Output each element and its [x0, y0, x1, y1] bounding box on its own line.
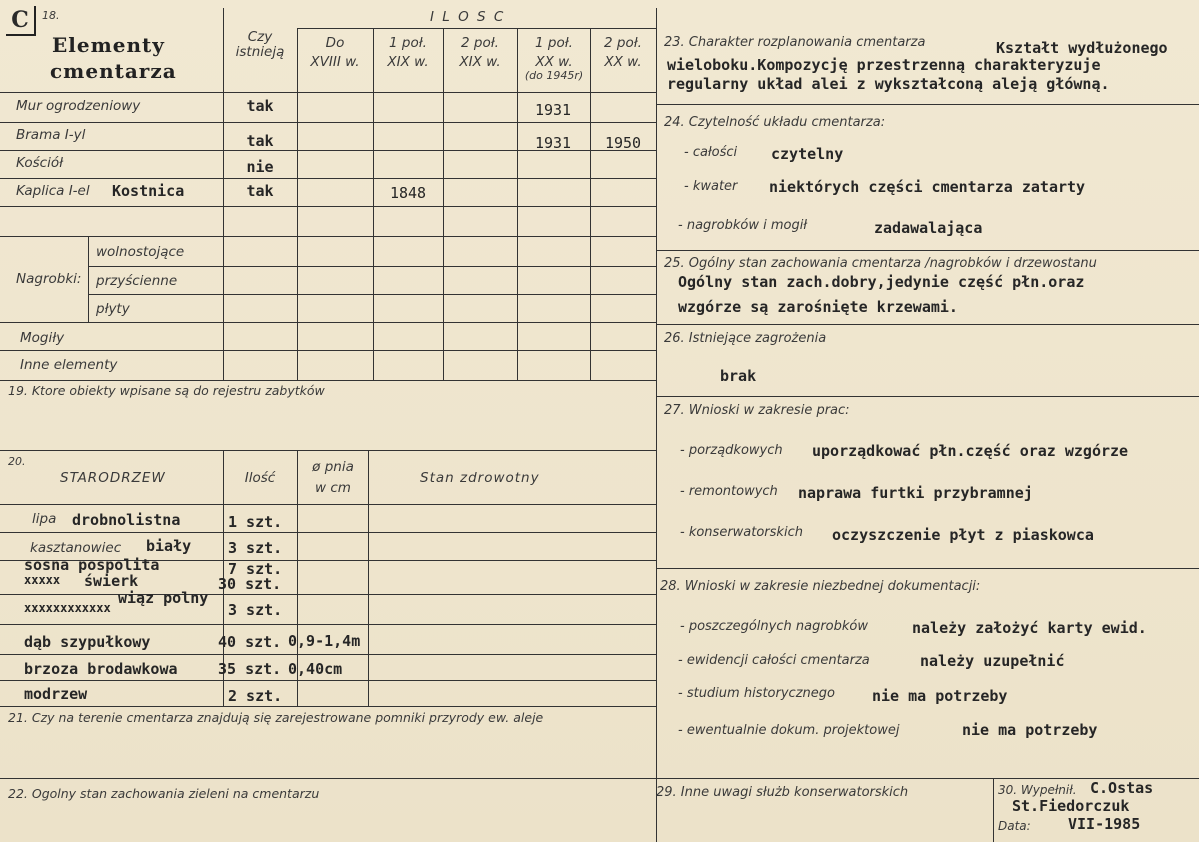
row-label-brama: Brama I-yl — [16, 127, 86, 143]
row-label-inne: Inne elementy — [20, 357, 118, 373]
tree-qty: 35 szt. — [218, 660, 282, 678]
tree-qty: 7 szt. — [228, 560, 283, 578]
tree-prefix: lipa — [32, 511, 57, 527]
sec28-item-value: należy uzupełnić — [920, 652, 1065, 670]
sec27-item-label: - porządkowych — [680, 443, 783, 458]
sec24-item-label: - kwater — [684, 179, 738, 194]
starodrzew-header: STARODRZEW — [60, 470, 166, 486]
kaplica-value: Kostnica — [112, 182, 185, 200]
grid-line — [0, 450, 656, 451]
date-label: Data: — [998, 819, 1031, 833]
grid-line — [993, 778, 994, 842]
filler-name-2: St.Fiedorczuk — [1012, 797, 1130, 815]
grid-line — [0, 236, 656, 237]
grid-line — [0, 680, 656, 681]
tree-name: sosna pospolita — [24, 556, 160, 574]
sec28-item-value: nie ma potrzeby — [872, 687, 1008, 705]
col-header: 2 poł. XIX w. — [459, 35, 501, 70]
grid-line — [88, 266, 656, 267]
col-header: 2 poł. XX w. — [604, 35, 642, 70]
section-22-label: 22. Ogolny stan zachowania zieleni na cmentarzu — [8, 786, 320, 801]
grid-line — [656, 324, 1199, 325]
tree-prefix-struck: xxxxxxxxxxxx — [24, 601, 111, 615]
stan-header: Stan zdrowotny — [420, 470, 540, 486]
sec27-item-label: - konserwatorskich — [680, 525, 803, 540]
grid-line — [517, 28, 518, 380]
section-19-label: 19. Ktore obiekty wpisane są do rejestru zabytków — [8, 383, 325, 398]
filler-name-1: C.Ostas — [1090, 779, 1154, 797]
sec28-item-label: - ewentualnie dokum. projektowej — [678, 723, 900, 738]
sec24-item-label: - całości — [684, 145, 738, 160]
sec24-item-value: zadawalająca — [874, 219, 983, 237]
sec27-item-value: oczyszczenie płyt z piaskowca — [832, 526, 1094, 544]
grid-line — [443, 28, 444, 380]
section-23-label: 23. Charakter rozplanowania cmentarza — [664, 35, 926, 50]
row-label-mur: Mur ogrodzeniowy — [16, 98, 141, 114]
sec28-item-value: należy założyć karty ewid. — [912, 619, 1147, 637]
sec27-item-label: - remontowych — [680, 484, 778, 499]
sec26-value: brak — [720, 367, 757, 385]
czy-kaplica: tak — [246, 182, 274, 200]
grid-line — [0, 350, 656, 351]
section-30-label: 30. Wypełnił. — [998, 783, 1077, 797]
row-label-kosciol: Kościół — [16, 155, 63, 171]
ilosc-header: Ilość — [244, 470, 276, 486]
sec28-item-value: nie ma potrzeby — [962, 721, 1098, 739]
value-brama-c4: 1931 — [534, 134, 572, 152]
tree-name: modrzew — [24, 685, 88, 703]
grid-line — [0, 778, 656, 779]
tree-qty: 3 szt. — [228, 601, 283, 619]
sec23-line2: wieloboku.Kompozycję przestrzenną charakteryzuje — [667, 56, 1101, 74]
section-24-label: 24. Czytelność układu cmentarza: — [664, 115, 886, 130]
sec24-item-value: czytelny — [771, 145, 844, 163]
tree-name: dąb szypułkowy — [24, 633, 151, 651]
sec27-item-value: uporządkować płn.część oraz wzgórze — [812, 442, 1129, 460]
col-header: 1 poł. XX w. (do 1945r) — [524, 35, 584, 82]
tree-name: drobnolistna — [72, 511, 181, 529]
grid-line — [0, 706, 656, 707]
section-21-label: 21. Czy na terenie cmentarza znajdują się zarejestrowane pomniki przyrody ew. aleje — [8, 710, 544, 725]
sec28-item-label: - ewidencji całości cmentarza — [678, 653, 870, 668]
section-27-label: 27. Wnioski w zakresie prac: — [664, 403, 850, 418]
value-mur-c4: 1931 — [534, 101, 572, 119]
section-title-line1: Elementy — [52, 33, 165, 57]
czy-mur: tak — [246, 97, 274, 115]
section-25-label: 25. Ogólny stan zachowania cmentarza /nagrobków i drzewostanu — [664, 256, 1097, 271]
row-label-nagrobki: Nagrobki: — [16, 271, 82, 287]
grid-line — [0, 654, 656, 655]
tree-qty: 1 szt. — [228, 513, 283, 531]
value-brama-c5: 1950 — [604, 134, 642, 152]
date-value: VII-1985 — [1068, 815, 1141, 833]
grid-line — [0, 624, 656, 625]
grid-line — [0, 380, 656, 381]
grid-line — [297, 28, 656, 29]
tree-name: brzoza brodawkowa — [24, 660, 178, 678]
grid-line — [656, 396, 1199, 397]
grid-line — [656, 250, 1199, 251]
sec23-line3: regularny układ alei z wykształconą aleją główną. — [667, 75, 1110, 93]
sec28-item-label: - poszczególnych nagrobków — [680, 619, 868, 634]
tree-qty: 40 szt. — [218, 633, 282, 651]
sec27-item-value: naprawa furtki przybramnej — [798, 484, 1033, 502]
grid-line — [0, 532, 656, 533]
row-label-mogily: Mogiły — [20, 330, 65, 346]
nagrobki-sub: wolnostojące — [96, 244, 185, 260]
grid-line — [0, 122, 656, 123]
sec24-item-label: - nagrobków i mogił — [678, 218, 808, 233]
col-header: 1 poł. XIX w. — [387, 35, 429, 70]
center-divider — [656, 8, 657, 842]
value-kaplica-c2: 1848 — [389, 184, 427, 202]
section-29-label: 29. Inne uwagi służb konserwatorskich — [656, 785, 909, 800]
section-28-label: 28. Wnioski w zakresie niezbednej dokumentacji: — [660, 579, 981, 594]
grid-line — [88, 236, 89, 322]
section-title-line2: cmentarza — [50, 59, 177, 83]
sec28-item-label: - studium historycznego — [678, 686, 835, 701]
grid-line — [0, 206, 656, 207]
grid-line — [0, 178, 656, 179]
grid-line — [590, 28, 591, 380]
grid-line — [656, 568, 1199, 569]
tree-diameter: 0,40cm — [288, 660, 343, 678]
czy-brama: tak — [246, 132, 274, 150]
grid-line — [0, 504, 656, 505]
grid-line — [0, 322, 656, 323]
sec25-line2: wzgórze są zarośnięte krzewami. — [678, 298, 958, 316]
row-label-kaplica: Kaplica I-el — [16, 183, 90, 199]
grid-line — [656, 104, 1199, 105]
grid-line — [297, 28, 298, 380]
tree-name: biały — [146, 537, 192, 555]
section-26-label: 26. Istniejące zagrożenia — [664, 331, 827, 346]
tree-name: wiąz polny — [118, 589, 209, 607]
czy-kosciol: nie — [246, 158, 274, 176]
col-header-ilosc: I L O S C — [430, 9, 506, 25]
sec25-line1: Ogólny stan zach.dobry,jedynie część płn.oraz — [678, 273, 1085, 291]
section-20-number: 20. — [8, 455, 26, 468]
tree-qty: 2 szt. — [228, 687, 283, 705]
nagrobki-sub: płyty — [96, 301, 130, 317]
grid-line — [368, 450, 369, 706]
col-header-czy: Czy istnieją — [235, 29, 285, 60]
sec23-line1: Kształt wydłużonego — [996, 39, 1168, 57]
sec24-item-value: niektórych części cmentarza zatarty — [769, 178, 1086, 196]
section-number: 18. — [42, 9, 60, 22]
grid-line — [88, 294, 656, 295]
grid-line — [0, 594, 656, 595]
tree-prefix: kasztanowiec — [30, 540, 122, 556]
tree-diameter: 0,9-1,4m — [288, 632, 361, 650]
pnia-header: ø pnia w cm — [312, 459, 354, 496]
grid-line — [0, 92, 656, 93]
nagrobki-sub: przyścienne — [96, 273, 178, 289]
tree-prefix-struck: xxxxx — [24, 573, 61, 587]
tree-qty: 3 szt. — [228, 539, 283, 557]
tree-qty: 30 szt. — [218, 575, 282, 593]
col-header: Do XVIII w. — [310, 35, 360, 70]
card-letter: C — [6, 6, 36, 36]
tree-name: świerk — [84, 572, 139, 590]
grid-line — [373, 28, 374, 380]
